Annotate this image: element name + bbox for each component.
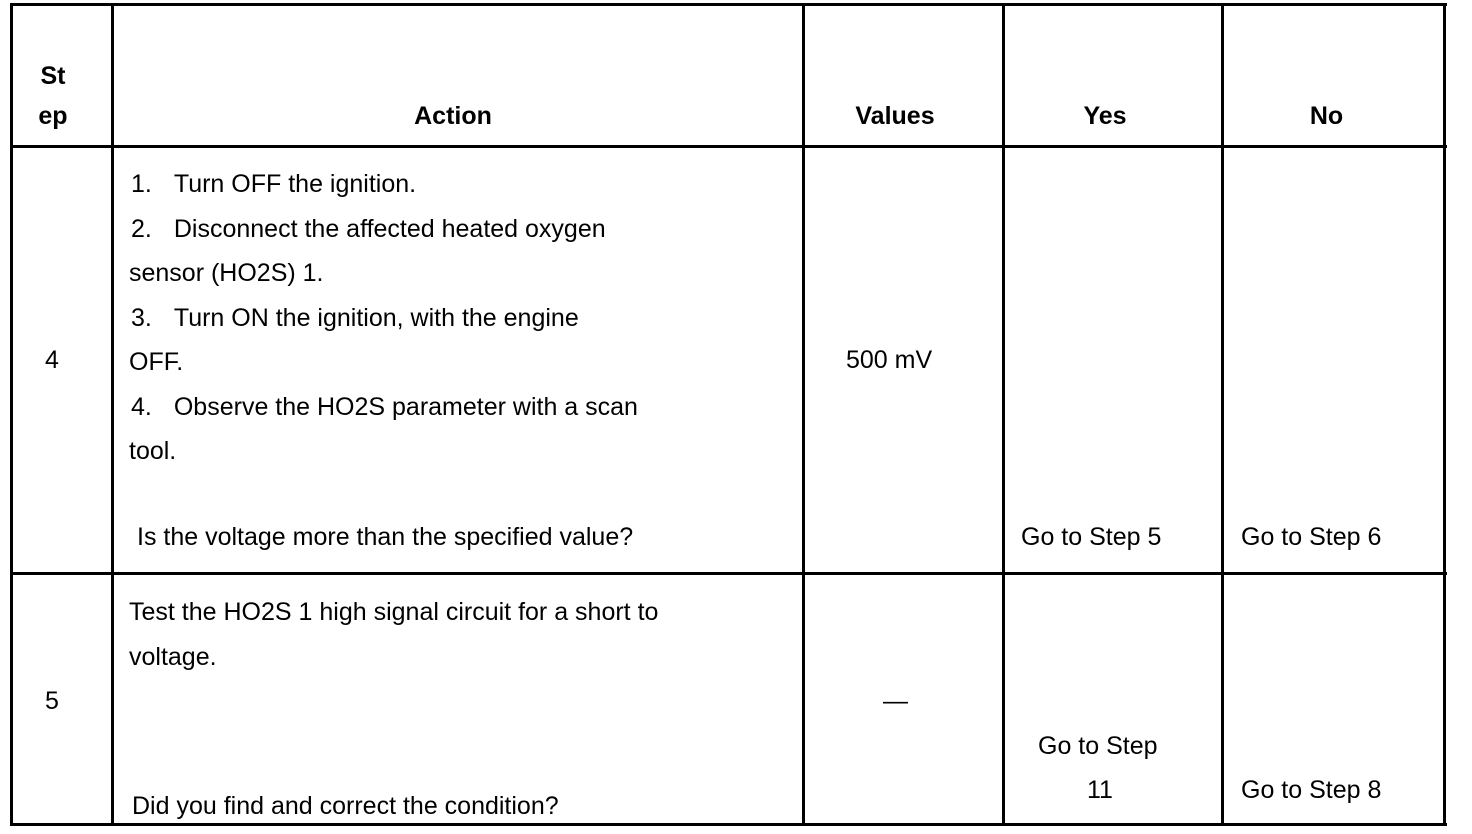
row-5-question: Did you find and correct the condition?	[132, 792, 559, 820]
row-4-action-line	[131, 162, 416, 206]
header-divider	[10, 145, 1447, 148]
table-border-right	[1443, 3, 1446, 826]
row-4-action-line	[129, 340, 183, 384]
step-number: 3.	[131, 304, 152, 332]
header-step-line-2: ep	[38, 102, 68, 130]
row-5-no: Go to Step 8	[1241, 776, 1382, 804]
row-5-action-line: Test the HO2S 1 high signal circuit for a short to	[129, 598, 659, 626]
step-text: Disconnect the affected heated oxygen	[173, 215, 606, 243]
row-4-question: Is the voltage more than the specified value?	[137, 523, 634, 551]
header-no: No	[1309, 102, 1344, 130]
step-text: sensor (HO2S) 1.	[129, 259, 324, 287]
step-number: 2.	[131, 215, 152, 243]
step-text: Observe the HO2S parameter with a scan	[173, 393, 638, 421]
step-number: 4.	[131, 393, 152, 421]
step-text: tool.	[129, 437, 177, 465]
row-4-action-line	[129, 251, 324, 295]
row-5-step: 5	[45, 687, 59, 715]
header-yes: Yes	[1083, 102, 1127, 130]
step-text: Turn ON the ignition, with the engine	[173, 304, 579, 332]
step-text: Turn OFF the ignition.	[173, 170, 417, 198]
header-values: Values	[855, 102, 935, 130]
row-4-step: 4	[45, 346, 59, 374]
row-4-action-line	[129, 429, 176, 473]
row-divider	[10, 572, 1447, 575]
row-4-no: Go to Step 6	[1241, 523, 1382, 551]
table-border-top	[10, 3, 1447, 6]
row-5-action-line: voltage.	[129, 643, 217, 671]
diagnostic-table	[10, 3, 1447, 826]
row-5-yes-line-1: Go to Step	[1038, 732, 1158, 760]
step-number: 1.	[131, 170, 152, 198]
step-text: OFF.	[129, 348, 184, 376]
row-4-action-line	[131, 385, 638, 429]
row-4-action-line	[131, 296, 579, 340]
row-5-yes-line-2: 11	[1087, 776, 1113, 804]
header-step	[13, 56, 93, 136]
row-4-yes: Go to Step 5	[1021, 523, 1162, 551]
header-step-line-1: St	[40, 62, 66, 90]
row-4-action-line	[131, 207, 606, 251]
row-4-value: 500 mV	[846, 346, 933, 374]
row-5-value: —	[883, 687, 908, 715]
header-action: Action	[414, 102, 492, 130]
